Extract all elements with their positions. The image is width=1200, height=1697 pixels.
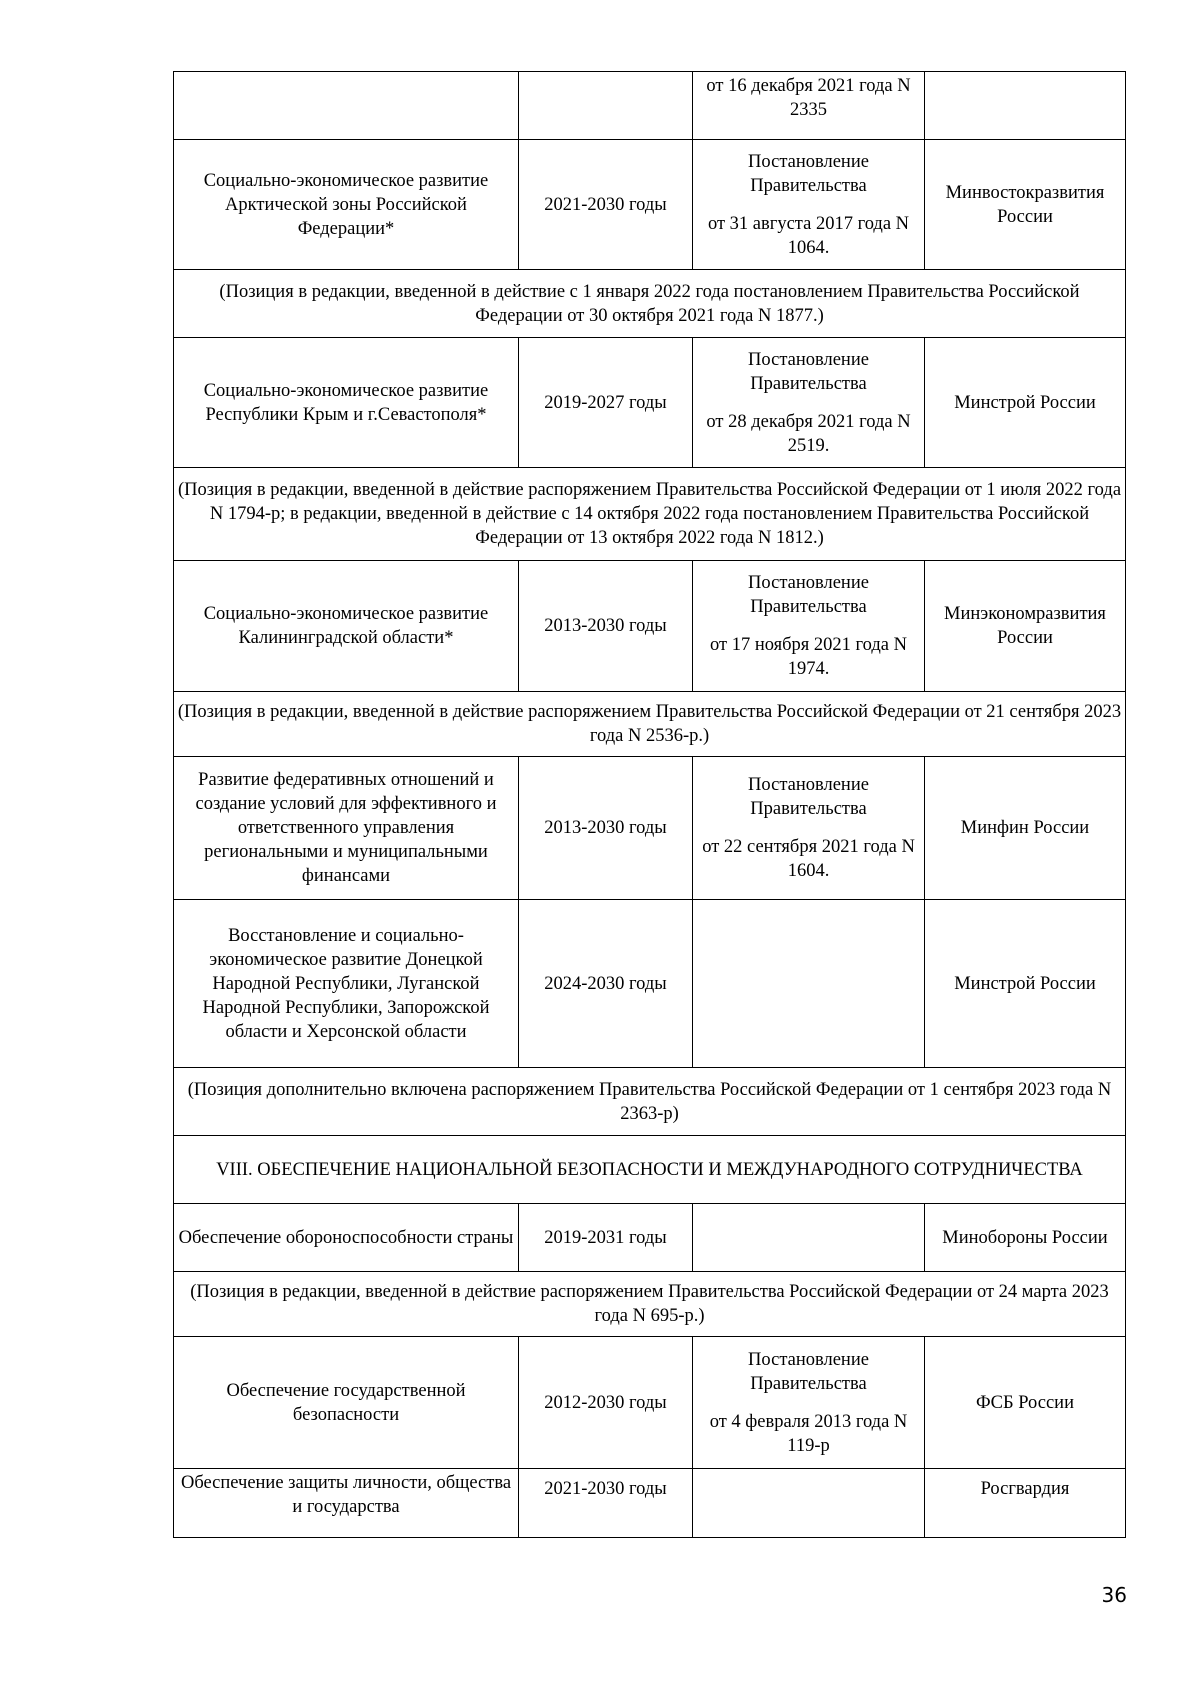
program-name-cell: Социально-экономическое развитие Калининградской области* (174, 561, 519, 692)
approval-document-cell (693, 1204, 925, 1272)
program-period-cell: 2013-2030 годы (519, 561, 693, 692)
approval-document-cell (693, 72, 925, 140)
table-row (174, 1469, 1126, 1538)
table-row (174, 757, 1126, 900)
table-row (174, 561, 1126, 692)
approval-document-cell (693, 900, 925, 1068)
program-period-cell: 2019-2027 годы (519, 338, 693, 468)
page-number: 36 (1101, 1583, 1127, 1607)
executor-cell: Минстрой России (925, 338, 1126, 468)
table-row (174, 1136, 1126, 1204)
program-period-cell: 2012-2030 годы (519, 1337, 693, 1469)
revision-note: (Позиция в редакции, введенной в действие распоряжением Правительства Российской Федерации от 21 сентября 2023 года N 2536-р.) (174, 692, 1126, 757)
program-name-cell: Социально-экономическое развитие Арктической зоны Российской Федерации* (174, 140, 519, 270)
table-row (174, 140, 1126, 270)
program-period-cell: 2021-2030 годы (519, 140, 693, 270)
approval-document-title: Постановление Правительства (748, 1349, 869, 1394)
executor-cell: ФСБ России (925, 1337, 1126, 1469)
program-name-cell (174, 72, 519, 140)
executor-cell: Минвостокразвития России (925, 140, 1126, 270)
table-row (174, 692, 1126, 757)
program-name-cell: Обеспечение государственной безопасности (174, 1337, 519, 1469)
program-name-cell: Обеспечение обороноспособности страны (174, 1204, 519, 1272)
executor-cell: Минэкономразвития России (925, 561, 1126, 692)
programs-table (173, 71, 1126, 1538)
table-row (174, 270, 1126, 338)
executor-cell (925, 72, 1126, 140)
table-row (174, 900, 1126, 1068)
revision-note: (Позиция в редакции, введенной в действие распоряжением Правительства Российской Федерации от 1 июля 2022 года N 1794-р; в редакции, введенной в действие с 14 октября 2022 года постановлением Правительства Российской Федерации от 13 октября 2022 года N 1812.) (174, 468, 1126, 561)
approval-document-ref: от 4 февраля 2013 года N 119-р (709, 1411, 908, 1456)
executor-cell: Минфин России (925, 757, 1126, 900)
program-period-cell: 2021-2030 годы (519, 1469, 693, 1538)
revision-note: (Позиция дополнительно включена распоряжением Правительства Российской Федерации от 1 сентября 2023 года N 2363-р) (174, 1068, 1126, 1136)
approval-document-ref: от 22 сентября 2021 года N 1604. (702, 837, 915, 881)
table-row (174, 72, 1126, 140)
approval-document-ref: от 17 ноября 2021 года N 1974. (709, 635, 908, 679)
approval-document-cell (693, 1337, 925, 1469)
table-row (174, 1272, 1126, 1337)
approval-document-title: Постановление Правительства (748, 151, 869, 196)
section-heading: VIII. ОБЕСПЕЧЕНИЕ НАЦИОНАЛЬНОЙ БЕЗОПАСНОСТИ И МЕЖДУНАРОДНОГО СОТРУДНИЧЕСТВА (174, 1136, 1126, 1204)
table-row (174, 338, 1126, 468)
approval-document-cell (693, 1469, 925, 1538)
approval-document-title: Постановление Правительства (748, 775, 869, 819)
table-row (174, 1337, 1126, 1469)
approval-document-ref: от 28 декабря 2021 года N 2519. (706, 411, 911, 456)
program-period-cell: 2024-2030 годы (519, 900, 693, 1068)
revision-note: (Позиция в редакции, введенной в действие с 1 января 2022 года постановлением Правительства Российской Федерации от 30 октября 2021 года N 1877.) (174, 270, 1126, 338)
approval-document-title: Постановление Правительства (748, 349, 869, 394)
program-period-cell (519, 72, 693, 140)
approval-document-cell (693, 757, 925, 900)
program-name-cell: Социально-экономическое развитие Республики Крым и г.Севастополя* (174, 338, 519, 468)
approval-document-cell (693, 338, 925, 468)
program-name-cell: Обеспечение защиты личности, общества и государства (174, 1469, 519, 1538)
approval-document-ref: от 31 августа 2017 года N 1064. (707, 213, 910, 258)
program-name-cell: Развитие федеративных отношений и создание условий для эффективного и ответственного управления региональными и муниципальными финансами (174, 757, 519, 900)
approval-document-title: Постановление Правительства (748, 573, 869, 617)
executor-cell: Минобороны России (925, 1204, 1126, 1272)
table-row (174, 468, 1126, 561)
revision-note: (Позиция в редакции, введенной в действие распоряжением Правительства Российской Федерации от 24 марта 2023 года N 695-р.) (174, 1272, 1126, 1337)
program-period-cell: 2013-2030 годы (519, 757, 693, 900)
table-row (174, 1068, 1126, 1136)
executor-cell: Минстрой России (925, 900, 1126, 1068)
executor-cell: Росгвардия (925, 1469, 1126, 1538)
approval-document-cell (693, 140, 925, 270)
table-row (174, 1204, 1126, 1272)
program-period-cell: 2019-2031 годы (519, 1204, 693, 1272)
approval-document-cell (693, 561, 925, 692)
program-name-cell: Восстановление и социально-экономическое развитие Донецкой Народной Республики, Луганской Народной Республики, Запорожской области и Херсонской области (174, 900, 519, 1068)
approval-document-ref: от 16 декабря 2021 года N 2335 (706, 76, 911, 120)
